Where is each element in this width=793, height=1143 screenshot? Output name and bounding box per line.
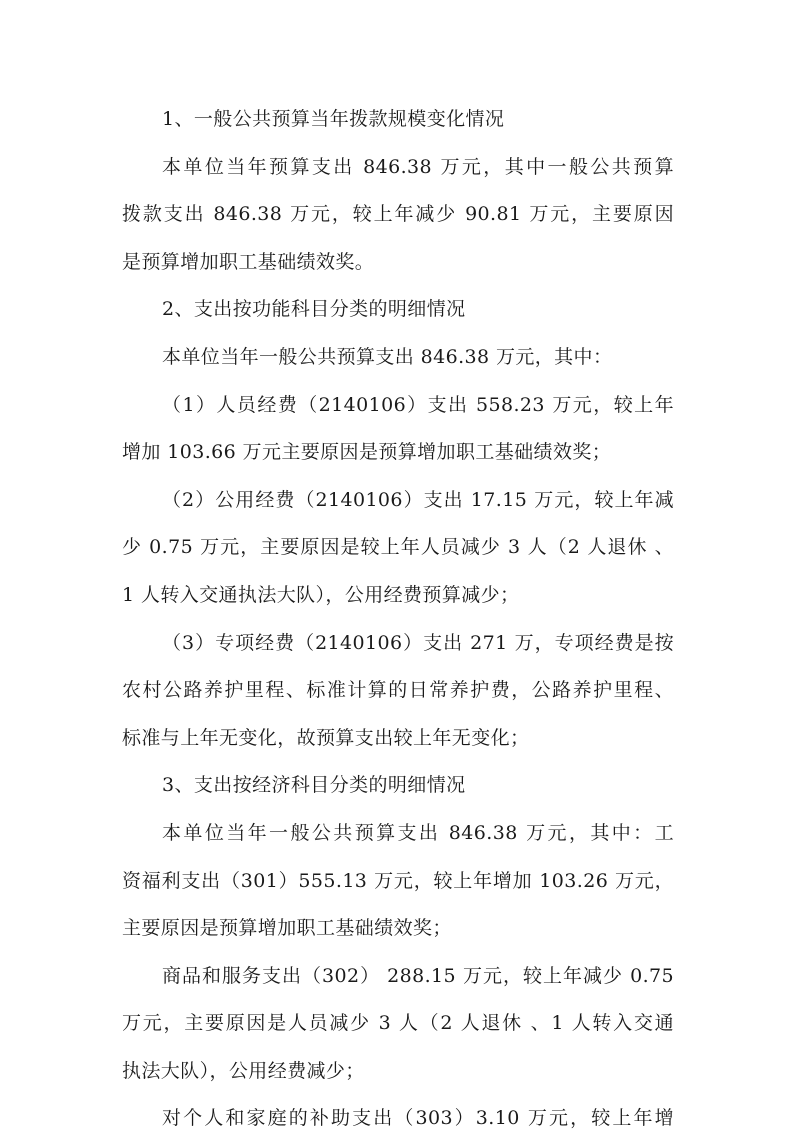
paragraph-line: 万元，主要原因是人员减少 3 人（2 人退休 、1 人转入交通	[122, 1012, 674, 1035]
paragraph-line: 本单位当年一般公共预算支出 846.38 万元，其中：工	[162, 821, 674, 844]
paragraph-line: 少 0.75 万元，主要原因是较上年人员减少 3 人（2 人退休 、	[122, 536, 674, 559]
paragraph-line: 主要原因是预算增加职工基础绩效奖；	[122, 917, 452, 940]
paragraph-line: 本单位当年预算支出 846.38 万元，其中一般公共预算	[162, 155, 674, 178]
section-heading-2: 2、支出按功能科目分类的明细情况	[162, 298, 466, 321]
paragraph-line: 是预算增加职工基础绩效奖。	[122, 250, 375, 273]
paragraph-line: （2）公用经费（2140106）支出 17.15 万元，较上年减	[162, 488, 674, 511]
paragraph-line: （3）专项经费（2140106）支出 271 万，专项经费是按	[162, 631, 674, 654]
paragraph-line: （1）人员经费（2140106）支出 558.23 万元，较上年	[162, 393, 674, 416]
section-heading-1: 1、一般公共预算当年拨款规模变化情况	[162, 108, 505, 130]
paragraph-line: 1 人转入交通执法大队），公用经费预算减少；	[122, 583, 520, 606]
paragraph-line: 资福利支出（301）555.13 万元，较上年增加 103.26 万元，	[122, 869, 674, 892]
paragraph-line: 对个人和家庭的补助支出（303）3.10 万元，较上年增	[162, 1107, 674, 1130]
paragraph-line: 商品和服务支出（302） 288.15 万元，较上年减少 0.75	[162, 964, 674, 987]
paragraph-line: 执法大队），公用经费减少；	[122, 1059, 365, 1082]
paragraph-line: 拨款支出 846.38 万元，较上年减少 90.81 万元，主要原因	[122, 203, 674, 226]
paragraph-line: 增加 103.66 万元主要原因是预算增加职工基础绩效奖；	[122, 441, 612, 464]
paragraph-line: 农村公路养护里程、标准计算的日常养护费，公路养护里程、	[122, 679, 674, 702]
section-heading-3: 3、支出按经济科目分类的明细情况	[162, 774, 466, 797]
paragraph-line: 标准与上年无变化，故预算支出较上年无变化；	[122, 726, 530, 749]
document-body	[122, 96, 674, 1143]
paragraph-line: 本单位当年一般公共预算支出 846.38 万元，其中：	[162, 345, 613, 368]
